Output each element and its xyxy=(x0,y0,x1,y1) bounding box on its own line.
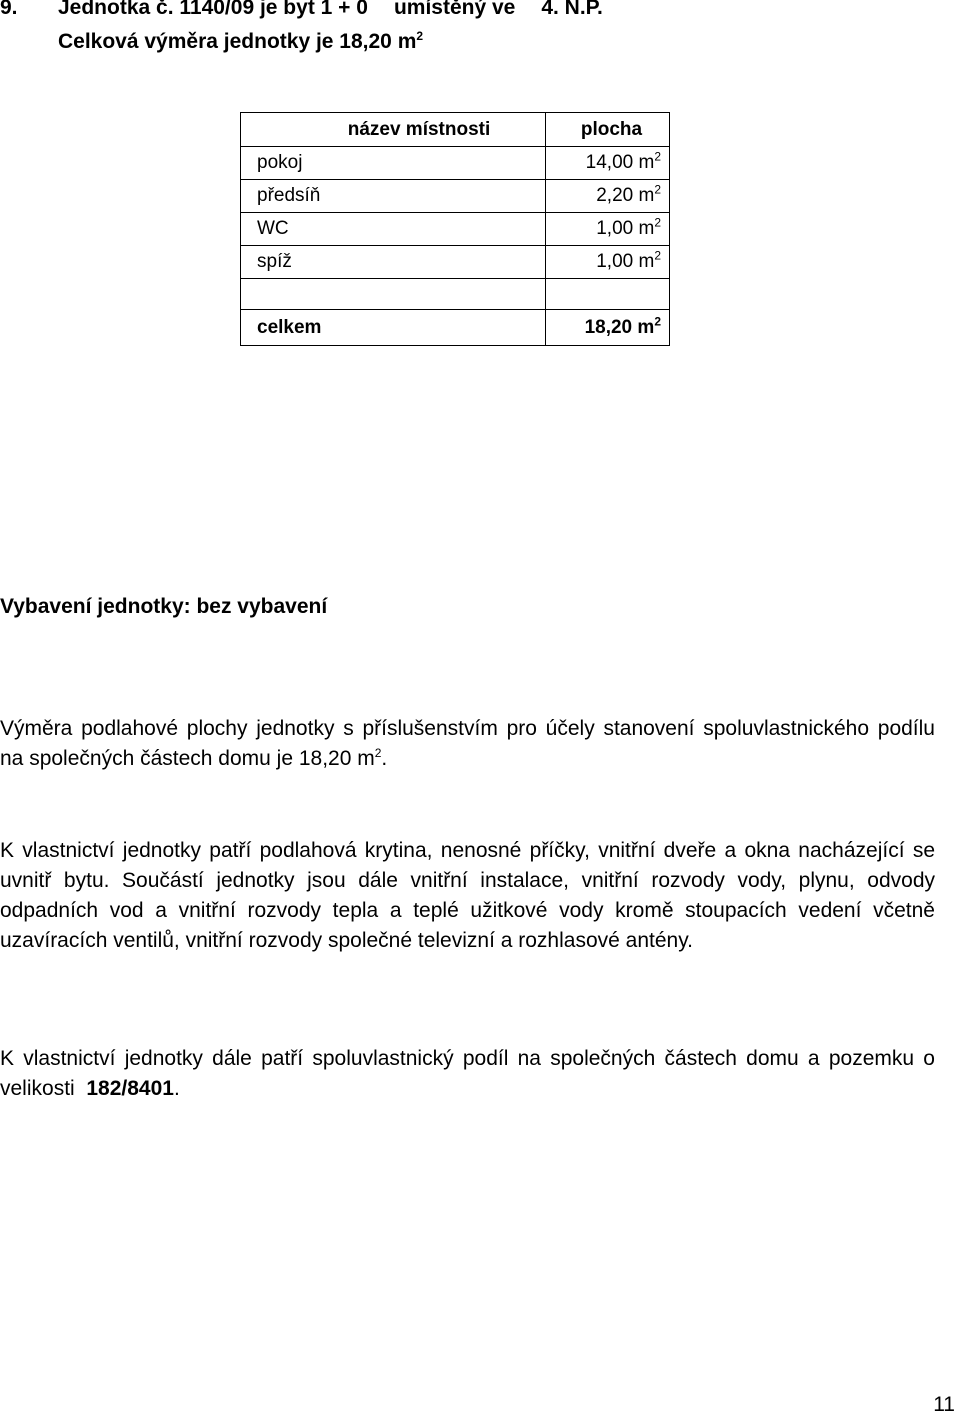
share-paragraph: K vlastnictví jednotky dále patří spoluvlastnický podíl na společných částech domu a pozemku o velikosti 182/8401. xyxy=(0,1047,935,1100)
total-area-exponent: 2 xyxy=(416,29,424,43)
page-number: 11 xyxy=(933,1393,955,1416)
share-value: 182/8401 xyxy=(86,1077,174,1100)
total-area-line xyxy=(0,30,423,54)
unit-title: Jednotka č. 1140/09 je byt 1 + 0 xyxy=(58,0,368,19)
ownership-paragraph: K vlastnictví jednotky patří podlahová krytina, nenosné příčky, vnitřní dveře a okna nacházející se uvnitř bytu. Součástí jednotky jsou dále vnitřní instalace, vnitřní rozvody vody, plynu, odvody odpadních vod a vnitřní rozvody tepla a teplé užitkové vody kromě stoupacích vedení včetně uzavíracích ventilů, vnitřní rozvody společné televizní a rozhlasové antény. xyxy=(0,839,935,952)
room-area: 2,20 $m^2$ xyxy=(546,180,670,213)
table-total-row xyxy=(241,310,670,346)
table-header-row xyxy=(241,113,670,147)
section-number: 9. xyxy=(0,0,18,19)
total-area-text: Celková výměra jednotky je 18,20 m xyxy=(58,30,417,53)
unit-floor: 4. N.P. xyxy=(541,0,603,19)
column-header-room: název místnosti xyxy=(241,113,546,147)
room-name: pokoj xyxy=(241,147,546,180)
room-name: WC xyxy=(241,213,546,246)
area-note-text: Výměra podlahové plochy jednotky s příslušenstvím pro účely stanovení spoluvlastnického podílu na společných částech domu je 18,20 m xyxy=(0,717,935,770)
area-note-exponent: 2 xyxy=(374,746,382,760)
table-row xyxy=(241,147,670,180)
room-area: 1,00 $m^2$ xyxy=(546,246,670,279)
area-note-paragraph: Výměra podlahové plochy jednotky s příslušenstvím pro účely stanovení spoluvlastnického podílu na společných částech domu je 18,20 $m^2$. xyxy=(0,717,935,770)
room-area: 1,00 $m^2$ xyxy=(546,213,670,246)
unit-location: umístěný ve xyxy=(393,0,516,19)
total-area: 18,20 $m^2$ xyxy=(546,310,670,346)
table-row xyxy=(241,213,670,246)
table-row xyxy=(241,180,670,213)
share-text: K vlastnictví jednotky dále patří spoluvlastnický podíl na společných částech domu a pozemku o velikosti xyxy=(0,1047,935,1100)
column-header-area: plocha xyxy=(546,113,670,147)
equipment-line: Vybavení jednotky: bez vybavení xyxy=(0,595,328,618)
unit-heading xyxy=(0,0,603,20)
room-name: předsíň xyxy=(241,180,546,213)
room-table xyxy=(240,112,670,346)
table-row xyxy=(241,246,670,279)
room-name: spíž xyxy=(241,246,546,279)
room-area: 14,00 $m^2$ xyxy=(546,147,670,180)
total-label: celkem xyxy=(241,310,546,346)
table-empty-row xyxy=(241,279,670,310)
